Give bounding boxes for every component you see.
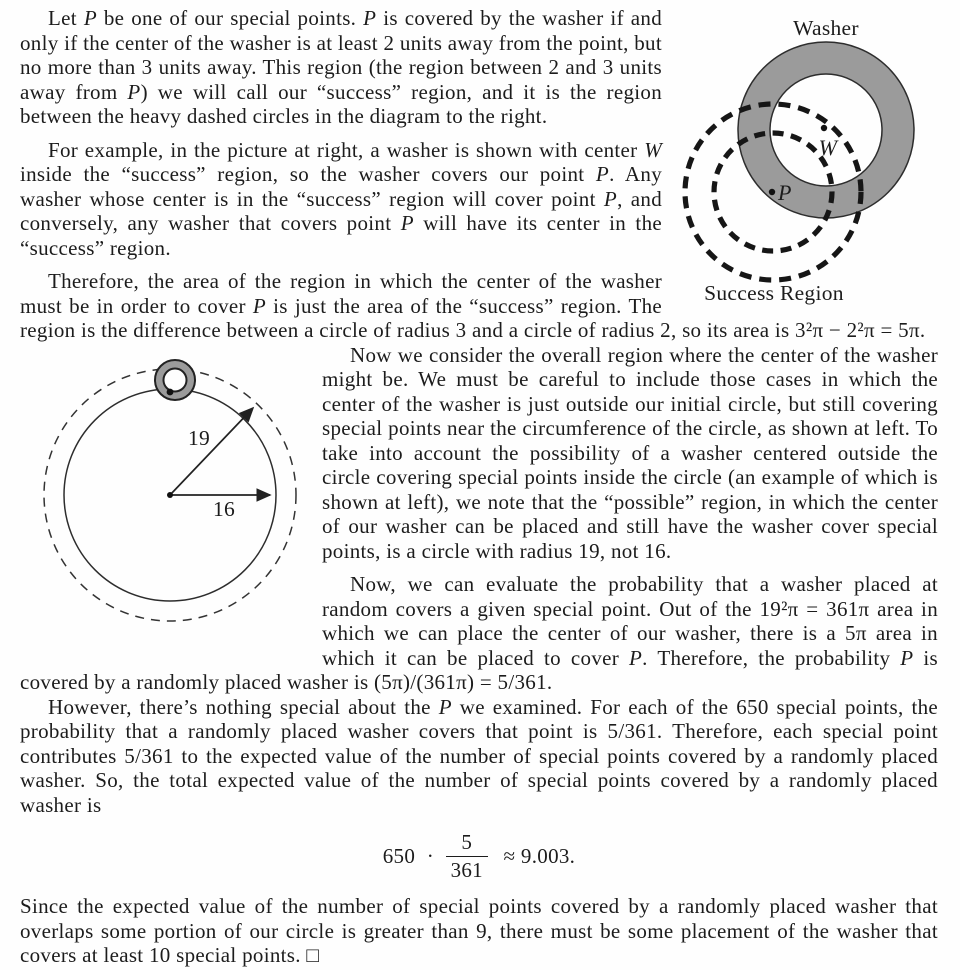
paragraph-overall-region: Now we consider the overall region where the center of the washer might be. We must be careful to include those cases in which the center of the washer is just outside our initial circle, but still covering special points near the circumference of the circle, as shown at left. To take into account the possibility of a washer centered outside the circle covering special points inside the circle (an example of which is shown at left), we note that the “possible” region, in which the center of our washer can be placed and still have the washer cover special points, is a circle with radius 19, not 16.	[322, 342, 938, 563]
section-success-region	[20, 6, 938, 343]
small-washer-hole	[164, 368, 187, 391]
multiplication-dot: ·	[426, 844, 435, 869]
fraction-numerator: 5	[461, 830, 473, 854]
special-point-dot	[769, 189, 775, 195]
expected-value-equation	[20, 831, 938, 882]
equation-fraction	[446, 831, 488, 882]
radius-19-label: 19	[187, 425, 211, 450]
possible-region-canvas	[20, 347, 312, 645]
washer-center-dot	[821, 125, 827, 131]
paragraph-conclusion: Since the expected value of the number of special points covered by a randomly placed washer that overlaps some portion of our circle is greater than 9, there must be some placement of the washer that covers at least 10 special points. □	[20, 894, 938, 968]
success-region-caption: Success Region	[704, 281, 844, 305]
paragraph-special-point-definition: Let P be one of our special points. P is covered by the washer if and only if the center of the washer is at least 2 units away from the point, but no more than 3 units away. This region (the region between 2 and 3 units away from P) we will call our “success” region, and it is the region between the heavy dashed circles in the diagram to the right.	[20, 6, 663, 128]
paragraph-washer-example: For example, in the picture at right, a washer is shown with center W inside the “success” region, so the washer covers our point P. Any washer whose center is in the “success” region will cover point P, and conversely, any washer that covers point P will have its center in the “success” region.	[20, 137, 663, 260]
paragraph-expected-value: However, there’s nothing special about the P we examined. For each of the 650 special points, the probability that a randomly placed washer covers that point is 5/361. Therefore, each special point contributes 5/361 to the expected value of the number of special points covered by a randomly placed washer. So, the total expected value of the number of special points covered by a randomly placed washer is	[20, 694, 938, 817]
equation-result: ≈ 9.003.	[503, 844, 576, 869]
washer-figure-canvas	[676, 6, 938, 308]
section-possible-region	[20, 343, 938, 695]
section-expected-value	[20, 695, 938, 968]
fraction-denominator: 361	[446, 856, 488, 882]
washer-figure	[676, 6, 938, 308]
washer-center-label: W	[818, 135, 838, 160]
special-point-label: P	[778, 180, 792, 205]
possible-region-figure	[20, 347, 312, 645]
paragraph-probability: Now, we can evaluate the probability that a washer placed at random covers a given special point. Out of the 19²π = 361π area in which we can place the center of our washer, there is a 5π area in which it can be placed to cover P. Therefore, the probability P is covered by a randomly placed washer is (5π)/(361π) = 5/361.	[20, 572, 938, 694]
radius-16-label: 16	[212, 496, 236, 521]
equation-coefficient: 650	[382, 844, 416, 869]
covered-special-point-dot	[167, 388, 174, 395]
washer-figure-title: Washer	[793, 16, 859, 40]
circle-center-dot	[167, 492, 173, 498]
radius-19-arrow	[170, 408, 253, 495]
paragraph-success-region-area: Therefore, the area of the region in which the center of the washer must be in order to cover P is just the area of the “success” region. The region is the difference between a circle of radius 3 and a circle of radius 2, so its area is 3²π − 2²π = 5π.	[20, 269, 926, 342]
